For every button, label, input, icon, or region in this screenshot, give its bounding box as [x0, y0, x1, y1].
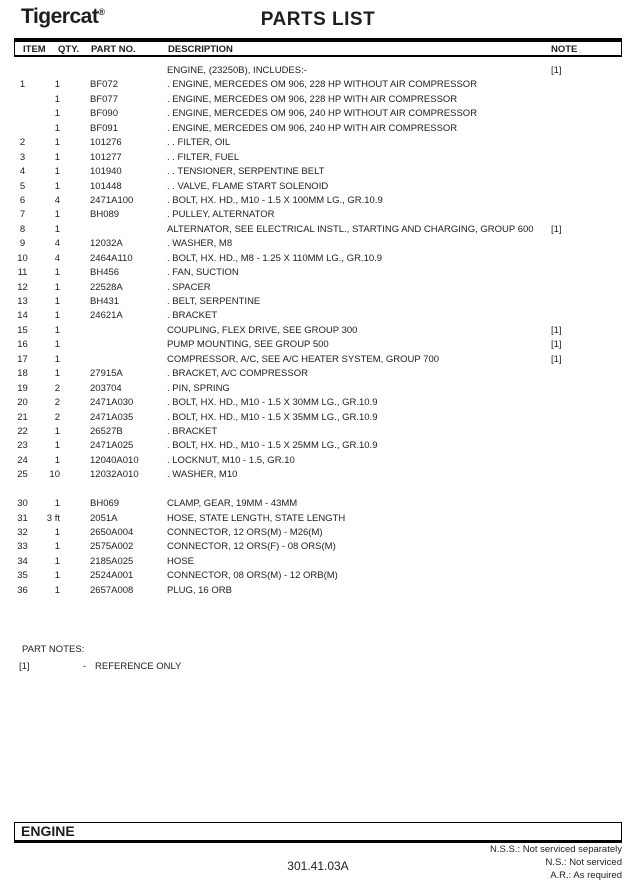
cell-desc: . ENGINE, MERCEDES OM 906, 228 HP WITH AIR COMPRESSOR [167, 93, 458, 105]
cell-item: 18 [17, 368, 28, 380]
cell-qty: 1 [54, 584, 60, 596]
table-row [14, 584, 622, 598]
cell-part: 2471A025 [90, 440, 134, 452]
cell-desc: . SPACER [167, 281, 211, 293]
cell-part: BH456 [90, 267, 120, 279]
cell-part: 203704 [90, 382, 122, 394]
cell-desc: CONNECTOR, 12 ORS(F) - 08 ORS(M) [167, 541, 336, 553]
table-row [14, 569, 622, 583]
cell-item: 15 [17, 324, 28, 336]
cell-desc: . WASHER, M10 [167, 469, 238, 481]
cell-desc: . . FILTER, OIL [167, 137, 231, 149]
section-title: ENGINE [21, 823, 75, 839]
cell-qty: 10 [49, 469, 60, 481]
table-row [14, 194, 622, 208]
part-note-text: REFERENCE ONLY [95, 661, 182, 672]
table-row [14, 122, 622, 136]
cell-qty: 1 [54, 223, 60, 235]
cell-item: 7 [19, 209, 26, 221]
cell-part: 2524A001 [90, 570, 134, 582]
cell-desc: PLUG, 16 ORB [167, 584, 232, 596]
cell-qty: 1 [54, 570, 60, 582]
table-row [14, 107, 622, 121]
cell-note: [1] [551, 339, 562, 351]
table-row [14, 512, 622, 526]
cell-desc: . ENGINE, MERCEDES OM 906, 240 HP WITHOUT AIR COMPRESSOR [167, 108, 478, 120]
cell-part: 2471A030 [90, 397, 134, 409]
table-row [14, 151, 622, 165]
table-header [14, 38, 622, 57]
cell-part: BF090 [90, 108, 118, 120]
part-note-ref: [1] [19, 661, 30, 672]
section-footer-bar [14, 822, 622, 843]
table-row [14, 266, 622, 280]
cell-item: 11 [17, 267, 28, 279]
table-row [14, 555, 622, 569]
cell-item: 1 [19, 79, 26, 91]
table-row [14, 439, 622, 453]
cell-part: BF072 [90, 79, 118, 91]
cell-qty: 1 [54, 296, 60, 307]
cell-qty: 1 [54, 527, 60, 538]
cell-desc: CLAMP, GEAR, 19MM - 43MM [167, 498, 298, 510]
cell-qty: 1 [54, 310, 60, 322]
cell-qty: 1 [54, 353, 60, 365]
cell-qty: 4 [54, 238, 60, 250]
cell-part: 26527B [90, 425, 123, 437]
cell-desc: . . VALVE, FLAME START SOLENOID [167, 180, 329, 192]
table-row [14, 93, 622, 107]
cell-item: 23 [17, 440, 28, 452]
part-notes-heading: PART NOTES: [22, 644, 85, 655]
cell-qty: 1 [54, 339, 60, 351]
cell-desc: . BELT, SERPENTINE [167, 296, 261, 307]
cell-part: BH069 [90, 498, 120, 510]
cell-note: [1] [551, 353, 562, 365]
cell-qty: 4 [54, 252, 60, 264]
table-row [14, 64, 622, 78]
cell-desc: . BRACKET [167, 310, 218, 322]
cell-part: 27915A [90, 368, 123, 380]
cell-qty: 1 [54, 137, 60, 149]
cell-desc: CONNECTOR, 08 ORS(M) - 12 ORB(M) [167, 570, 338, 582]
table-row [14, 396, 622, 410]
table-row [14, 309, 622, 323]
cell-desc: . WASHER, M8 [167, 238, 233, 250]
cell-item: 12 [17, 281, 28, 293]
cell-part: BF091 [90, 122, 118, 134]
cell-part: 24621A [90, 310, 123, 322]
cell-qty: 1 [54, 281, 60, 293]
cell-item: 14 [17, 310, 28, 322]
cell-item: 34 [17, 555, 28, 567]
cell-part: 2185A025 [90, 555, 134, 567]
table-row [14, 237, 622, 251]
cell-desc: HOSE [167, 555, 194, 567]
table-row [14, 165, 622, 179]
cell-qty: 2 [54, 382, 60, 394]
cell-qty: 1 [54, 498, 60, 510]
cell-item: 36 [17, 584, 28, 596]
cell-qty: 4 [54, 194, 60, 206]
cell-item: 6 [19, 194, 26, 206]
cell-qty: 1 [54, 151, 60, 163]
cell-item: 21 [17, 411, 28, 423]
page-code: 301.41.03A [287, 859, 349, 873]
cell-desc: COMPRESSOR, A/C, SEE A/C HEATER SYSTEM, GROUP 700 [167, 353, 440, 365]
table-row [14, 180, 622, 194]
cell-item: 9 [19, 238, 26, 250]
cell-desc: . LOCKNUT, M10 - 1.5, GR.10 [167, 454, 295, 466]
table-row [14, 338, 622, 352]
cell-note: [1] [551, 65, 562, 76]
cell-part: BF077 [90, 93, 118, 105]
registered-trademark-symbol: ® [98, 7, 105, 17]
legend-line: N.S.S.: Not serviced separately [490, 844, 622, 855]
page-title: PARTS LIST [260, 9, 376, 30]
table-row [14, 411, 622, 425]
table-row [14, 223, 622, 237]
cell-desc: . ENGINE, MERCEDES OM 906, 240 HP WITH AIR COMPRESSOR [167, 122, 458, 134]
cell-qty: 1 [54, 93, 60, 105]
cell-part: BH089 [90, 209, 120, 221]
cell-part: 2471A100 [90, 194, 134, 206]
cell-qty: 2 [54, 411, 60, 423]
cell-part: 2471A035 [90, 411, 134, 423]
cell-qty: 1 [54, 180, 60, 192]
column-header-note: NOTE [551, 44, 578, 55]
cell-part: 101940 [90, 166, 122, 178]
cell-part: 2650A004 [90, 527, 134, 538]
part-note-separator: - [83, 661, 87, 672]
cell-qty: 1 [54, 166, 60, 178]
cell-desc: . BOLT, HX. HD., M8 - 1.25 X 110MM LG., GR.10.9 [167, 252, 383, 264]
cell-desc: COUPLING, FLEX DRIVE, SEE GROUP 300 [167, 324, 358, 336]
table-row [14, 540, 622, 554]
cell-item: 35 [17, 570, 28, 582]
column-header-part-no: PART NO. [91, 44, 136, 55]
cell-qty: 1 [54, 108, 60, 120]
table-row [14, 252, 622, 266]
cell-item: 24 [17, 454, 28, 466]
cell-desc: . . TENSIONER, SERPENTINE BELT [167, 166, 325, 178]
cell-note: [1] [551, 324, 562, 336]
cell-item: 33 [17, 541, 28, 553]
part-note-line [14, 661, 622, 675]
cell-item: 2 [19, 137, 26, 149]
cell-desc: . BOLT, HX. HD., M10 - 1.5 X 100MM LG., GR.10.9 [167, 194, 383, 206]
table-row [14, 483, 622, 497]
table-row [14, 136, 622, 150]
cell-part: 101448 [90, 180, 122, 192]
cell-desc: . ENGINE, MERCEDES OM 906, 228 HP WITHOUT AIR COMPRESSOR [167, 79, 478, 91]
table-row [14, 526, 622, 540]
cell-part: 12032A [90, 238, 123, 250]
table-row [14, 367, 622, 381]
table-row [14, 78, 622, 92]
cell-desc: ALTERNATOR, SEE ELECTRICAL INSTL., STARTING AND CHARGING, GROUP 600 [167, 223, 534, 235]
cell-desc: . BOLT, HX. HD., M10 - 1.5 X 25MM LG., GR.10.9 [167, 440, 378, 452]
table-body [14, 64, 622, 598]
cell-part: 12040A010 [90, 454, 139, 466]
column-header-description: DESCRIPTION [168, 44, 233, 55]
cell-qty: 1 [54, 324, 60, 336]
cell-item: 22 [17, 425, 28, 437]
cell-item: 10 [17, 252, 28, 264]
cell-qty: 3 ft [46, 512, 60, 524]
column-header-qty: QTY. [58, 44, 80, 55]
cell-qty: 1 [54, 209, 60, 221]
cell-part: 2657A008 [90, 584, 134, 596]
cell-qty: 1 [54, 425, 60, 437]
logo-text: Tigercat [21, 5, 99, 28]
cell-part: 22528A [90, 281, 123, 293]
cell-part: 2051A [90, 512, 118, 524]
cell-item: 16 [17, 339, 28, 351]
column-header-item: ITEM [23, 44, 46, 55]
table-row [14, 468, 622, 482]
cell-item: 13 [17, 296, 28, 307]
cell-desc: . PULLEY, ALTERNATOR [167, 209, 275, 221]
legend-line: N.S.: Not serviced [545, 857, 622, 868]
cell-qty: 1 [54, 440, 60, 452]
table-row [14, 497, 622, 511]
cell-item: 17 [17, 353, 28, 365]
cell-desc: . BOLT, HX. HD., M10 - 1.5 X 35MM LG., GR.10.9 [167, 411, 378, 423]
cell-desc: HOSE, STATE LENGTH, STATE LENGTH [167, 512, 346, 524]
table-row [14, 382, 622, 396]
cell-item: 25 [17, 469, 28, 481]
cell-part: 101276 [90, 137, 122, 149]
cell-qty: 1 [54, 267, 60, 279]
table-row [14, 425, 622, 439]
table-row [14, 281, 622, 295]
cell-item: 5 [19, 180, 26, 192]
table-row [14, 295, 622, 309]
cell-qty: 2 [54, 397, 60, 409]
cell-item: 32 [17, 527, 28, 538]
legend-line: A.R.: As required [550, 870, 622, 881]
table-row [14, 353, 622, 367]
cell-desc: PUMP MOUNTING, SEE GROUP 500 [167, 339, 329, 351]
cell-item: 8 [19, 223, 26, 235]
cell-qty: 1 [54, 555, 60, 567]
cell-desc: . PIN, SPRING [167, 382, 230, 394]
cell-part: BH431 [90, 296, 120, 307]
cell-item: 31 [17, 512, 28, 524]
cell-item: 4 [19, 166, 26, 178]
cell-desc: . BRACKET [167, 425, 218, 437]
cell-item: 20 [17, 397, 28, 409]
cell-item: 19 [17, 382, 28, 394]
cell-item: 3 [19, 151, 26, 163]
table-row [14, 208, 622, 222]
cell-qty: 1 [54, 122, 60, 134]
table-row [14, 454, 622, 468]
cell-qty: 1 [54, 79, 60, 91]
table-row [14, 324, 622, 338]
cell-desc: . BRACKET, A/C COMPRESSOR [167, 368, 308, 380]
cell-qty: 1 [54, 541, 60, 553]
cell-qty: 1 [54, 454, 60, 466]
cell-desc: . FAN, SUCTION [167, 267, 239, 279]
cell-qty: 1 [54, 368, 60, 380]
cell-desc: . . FILTER, FUEL [167, 151, 240, 163]
cell-item: 30 [17, 498, 28, 510]
cell-part: 2464A110 [90, 252, 133, 264]
cell-desc: . BOLT, HX. HD., M10 - 1.5 X 30MM LG., GR.10.9 [167, 397, 378, 409]
cell-part: 2575A002 [90, 541, 134, 553]
cell-note: [1] [551, 223, 562, 235]
cell-desc: CONNECTOR, 12 ORS(M) - M26(M) [167, 527, 323, 538]
cell-part: 12032A010 [90, 469, 139, 481]
cell-desc: ENGINE, (23250B), INCLUDES:- [167, 65, 307, 76]
cell-part: 101277 [90, 151, 122, 163]
